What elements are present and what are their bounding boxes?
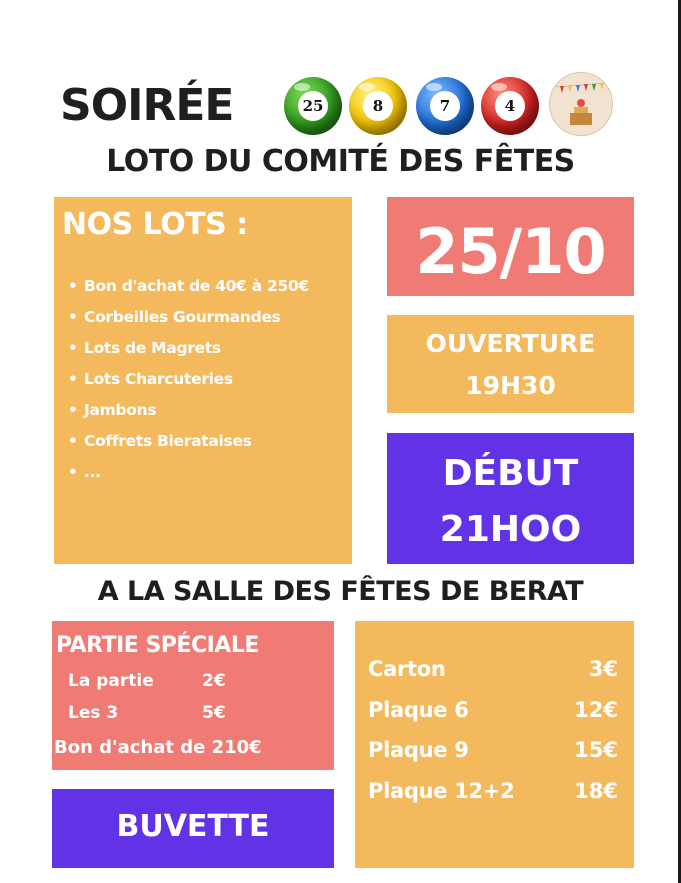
ball-number: 4 — [495, 91, 525, 121]
start-time: 21HOO — [439, 509, 582, 550]
prizes-panel — [54, 197, 352, 564]
special-row-price: 2€ — [202, 671, 226, 691]
list-item: • Jambons — [68, 395, 353, 426]
venue-heading: A LA SALLE DES FÊTES DE BERAT — [97, 576, 584, 607]
bingo-ball-blue-icon — [416, 77, 474, 135]
list-item: • Bon d'achat de 40€ à 250€ — [68, 271, 324, 302]
event-subtitle: LOTO DU COMITÉ DES FÊTES — [106, 144, 575, 179]
start-label: DÉBUT — [442, 453, 579, 494]
price-value: 15€ — [574, 738, 618, 762]
comite-logo-icon — [549, 72, 613, 136]
special-row-label: La partie — [68, 671, 154, 691]
special-game-title: PARTIE SPÉCIALE — [56, 633, 259, 658]
refreshment-bar-panel — [52, 789, 334, 868]
opening-label: OUVERTURE — [425, 329, 596, 358]
bingo-ball-green-icon — [284, 77, 342, 135]
bingo-ball-red-icon — [481, 77, 539, 135]
prices-panel — [355, 621, 634, 868]
price-label: Plaque 6 — [368, 698, 469, 722]
event-date: 25/10 — [415, 215, 606, 288]
list-item: • ... — [68, 457, 353, 488]
bingo-ball-yellow-icon — [349, 77, 407, 135]
list-item: • Coffrets Bierataises — [68, 426, 353, 457]
price-label: Plaque 12+2 — [368, 779, 515, 803]
ball-number: 8 — [363, 91, 393, 121]
date-panel — [387, 197, 634, 296]
price-value: 12€ — [574, 698, 618, 722]
price-label: Carton — [368, 657, 446, 681]
list-item: • Lots Charcuteries — [68, 364, 353, 395]
special-prize: Bon d'achat de 210€ — [54, 737, 262, 758]
special-row-label: Les 3 — [68, 703, 119, 723]
ball-number: 25 — [298, 91, 328, 121]
start-panel — [387, 433, 634, 564]
refreshment-bar-label: BUVETTE — [116, 809, 270, 844]
price-value: 18€ — [574, 779, 618, 803]
ball-number: 7 — [430, 91, 460, 121]
opening-panel — [387, 315, 634, 413]
price-label: Plaque 9 — [368, 738, 469, 762]
list-item: • Lots de Magrets — [68, 333, 353, 364]
prizes-title: NOS LOTS : — [62, 207, 248, 242]
price-value: 3€ — [588, 657, 618, 681]
opening-time: 19H30 — [465, 371, 556, 400]
prizes-list — [68, 271, 353, 488]
special-row-price: 5€ — [202, 703, 226, 723]
list-item: • Corbeilles Gourmandes — [68, 302, 353, 333]
special-game-panel — [52, 621, 334, 770]
event-title: SOIRÉE — [60, 80, 234, 131]
